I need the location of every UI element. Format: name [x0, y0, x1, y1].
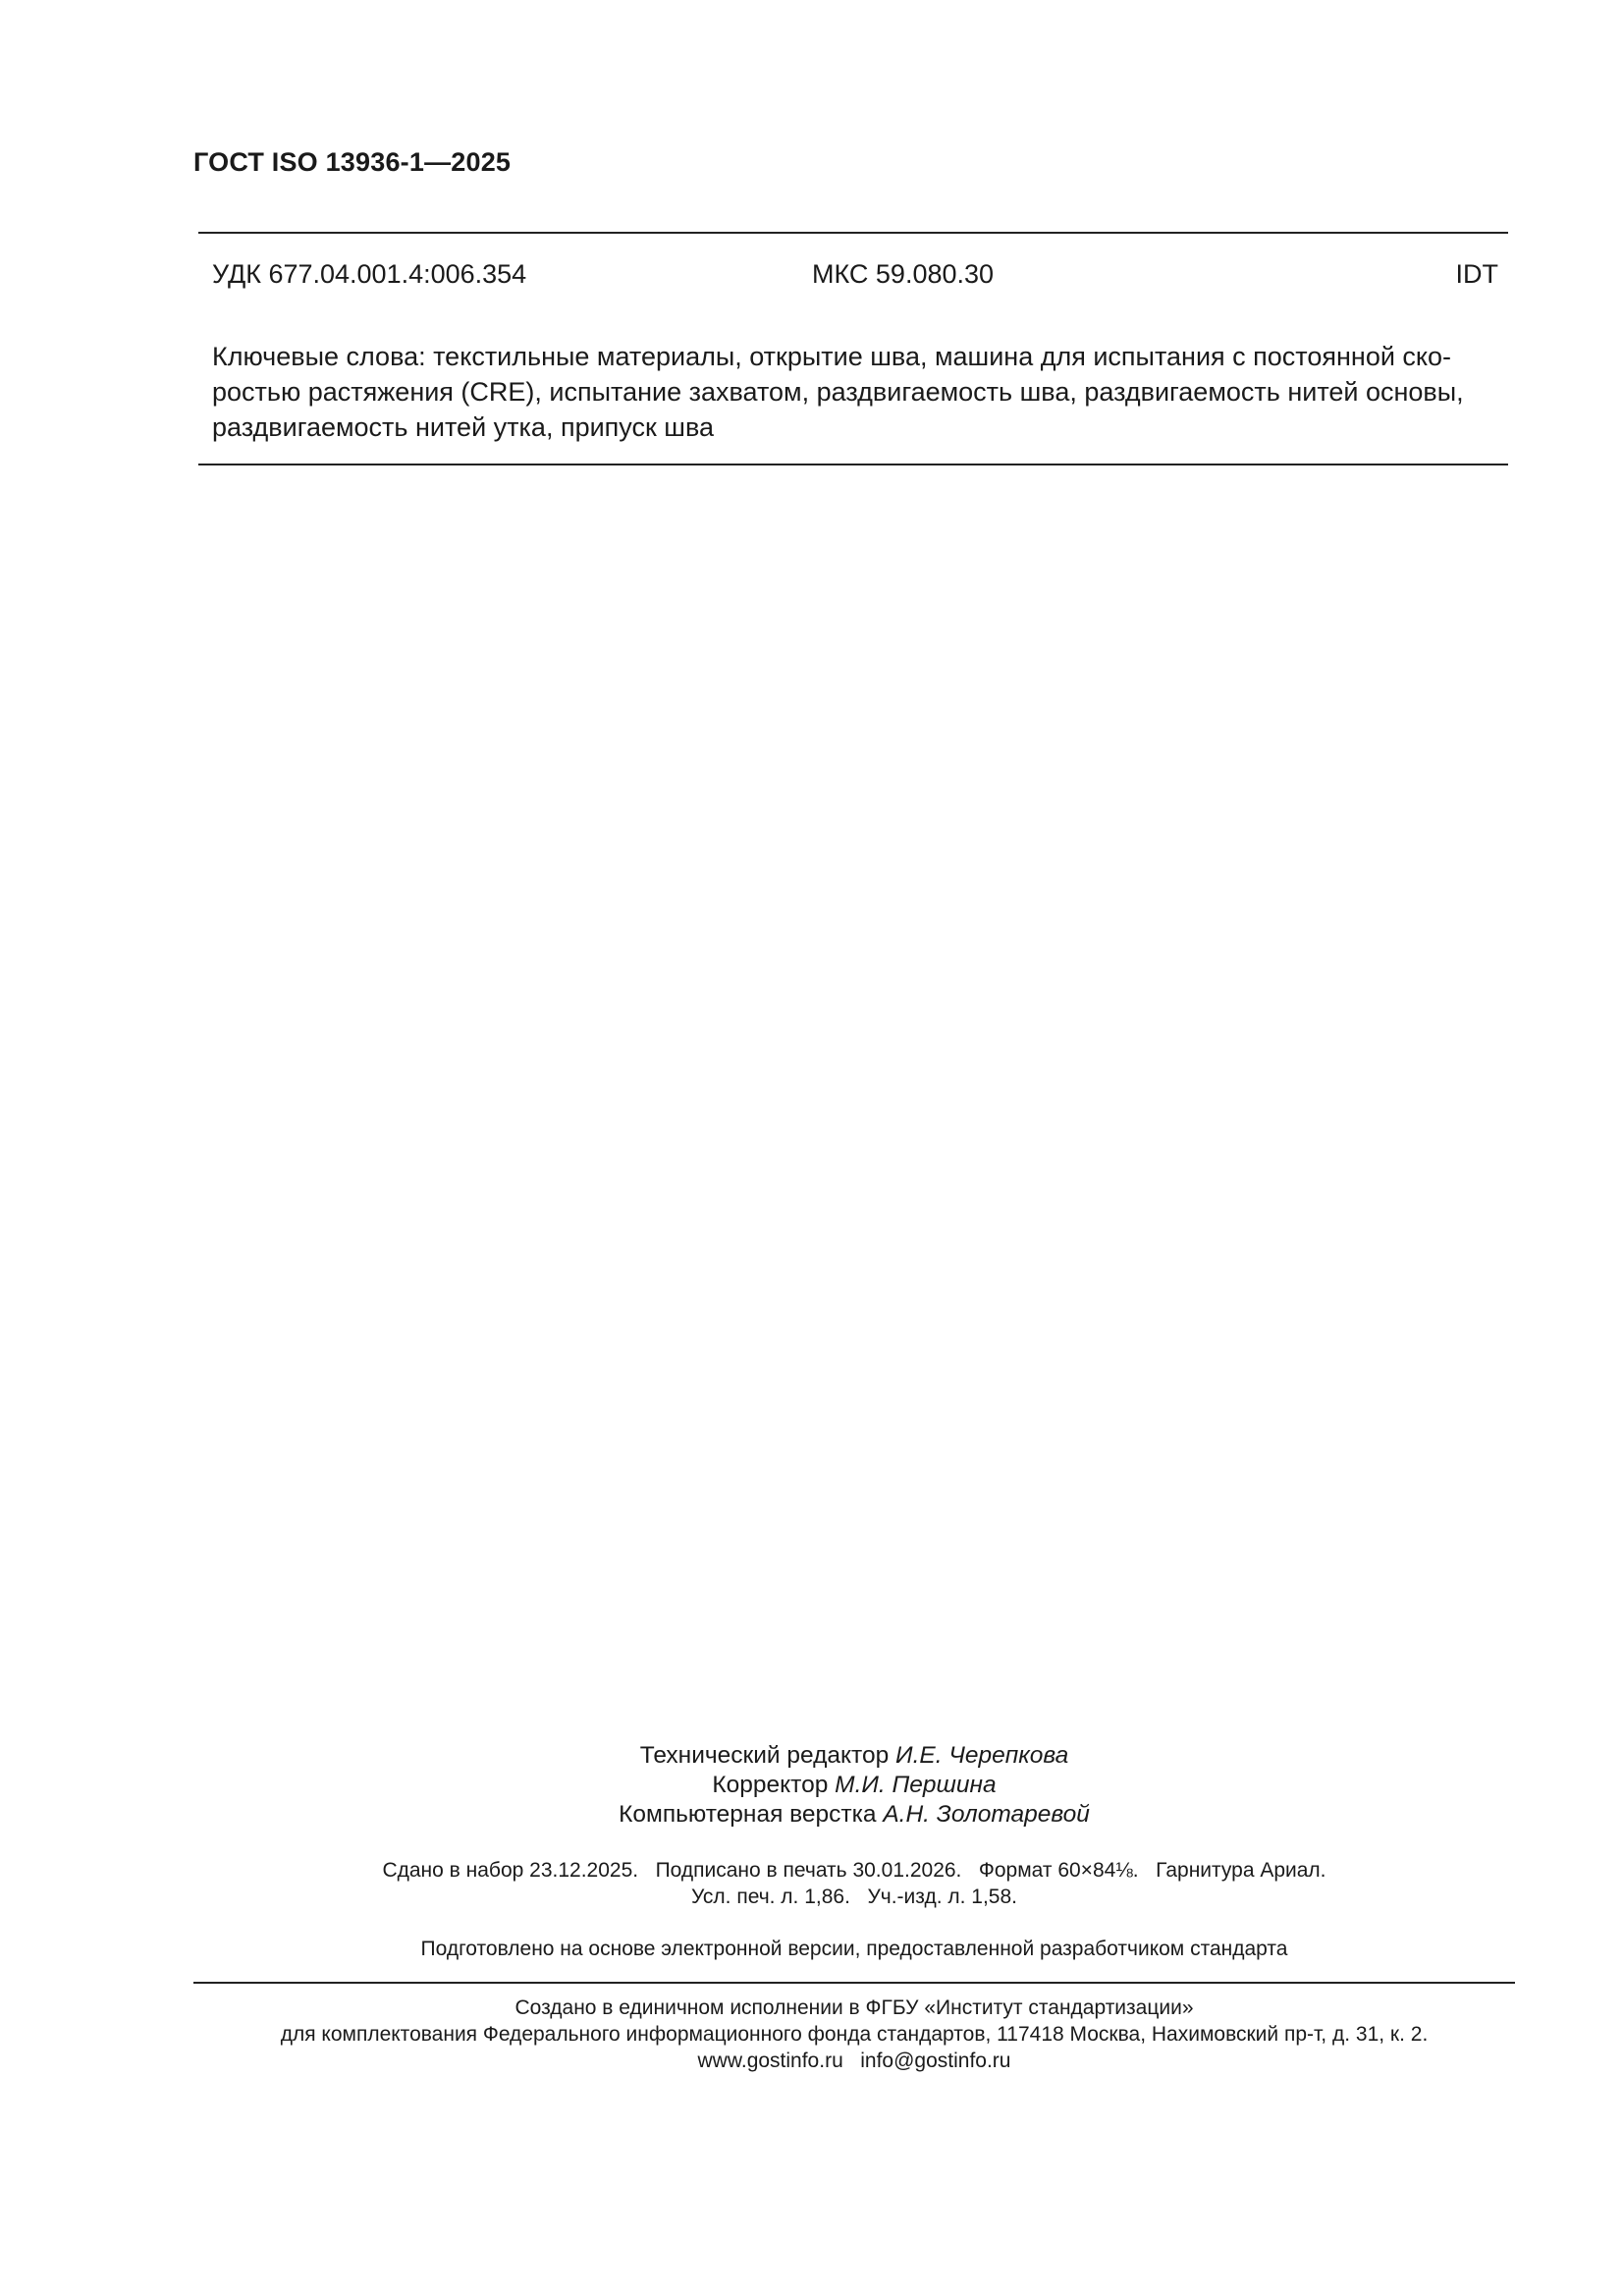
footer-line: для комплектования Федерального информационного фонда стандартов, 117418 Москва, Нахимовский пр-т, д. 31, к. 2. — [280, 2023, 1429, 2046]
keywords-line: раздвигаемость нитей утка, припуск шва — [212, 412, 715, 442]
footer-line: Создано в единичном исполнении в ФГБУ «Институт стандартизации» — [514, 1996, 1194, 2019]
classification-row — [212, 259, 1498, 293]
tech-editor-name: И.Е. Черепкова — [895, 1742, 1069, 1769]
layout-label: Компьютерная верстка — [619, 1801, 884, 1828]
credits-block — [0, 1741, 1623, 1830]
print-info-line: Сдано в набор 23.12.2025. Подписано в печать 30.01.2026. Формат 60×84⅛. Гарнитура Ариал. — [382, 1859, 1326, 1882]
tech-editor-label: Технический редактор — [639, 1742, 896, 1769]
print-info-line: Усл. печ. л. 1,86. Уч.-изд. л. 1,58. — [690, 1886, 1017, 1908]
document-code: ГОСТ ISO 13936-1—2025 — [193, 147, 512, 177]
corrector-label: Корректор — [712, 1772, 836, 1798]
corrector-line — [0, 1771, 1623, 1800]
footer-block — [0, 1995, 1623, 2074]
mks-code: МКС 59.080.30 — [812, 259, 995, 289]
keywords-divider — [198, 464, 1508, 465]
tech-editor-line — [0, 1741, 1623, 1771]
footer-contacts: www.gostinfo.ru info@gostinfo.ru — [697, 2050, 1011, 2072]
keywords-line: Ключевые слова: текстильные материалы, открытие шва, машина для испытания с постоянной ско- — [212, 342, 1452, 371]
prepared-note: Подготовлено на основе электронной версии, предоставленной разработчиком стандарта — [420, 1938, 1288, 1960]
keywords-block — [212, 339, 1498, 445]
udk-code: УДК 677.04.001.4:006.354 — [212, 259, 527, 289]
footer-divider — [193, 1982, 1515, 1984]
print-info-block — [0, 1857, 1623, 1910]
idt-marker: IDT — [1455, 259, 1498, 289]
top-divider — [198, 232, 1508, 234]
corrector-name: М.И. Першина — [835, 1772, 997, 1798]
keywords-line: ростью растяжения (CRE), испытание захватом, раздвигаемость шва, раздвигаемость нитей основы, — [212, 377, 1464, 407]
layout-line — [0, 1800, 1623, 1830]
layout-name: А.Н. Золотаревой — [883, 1801, 1090, 1828]
